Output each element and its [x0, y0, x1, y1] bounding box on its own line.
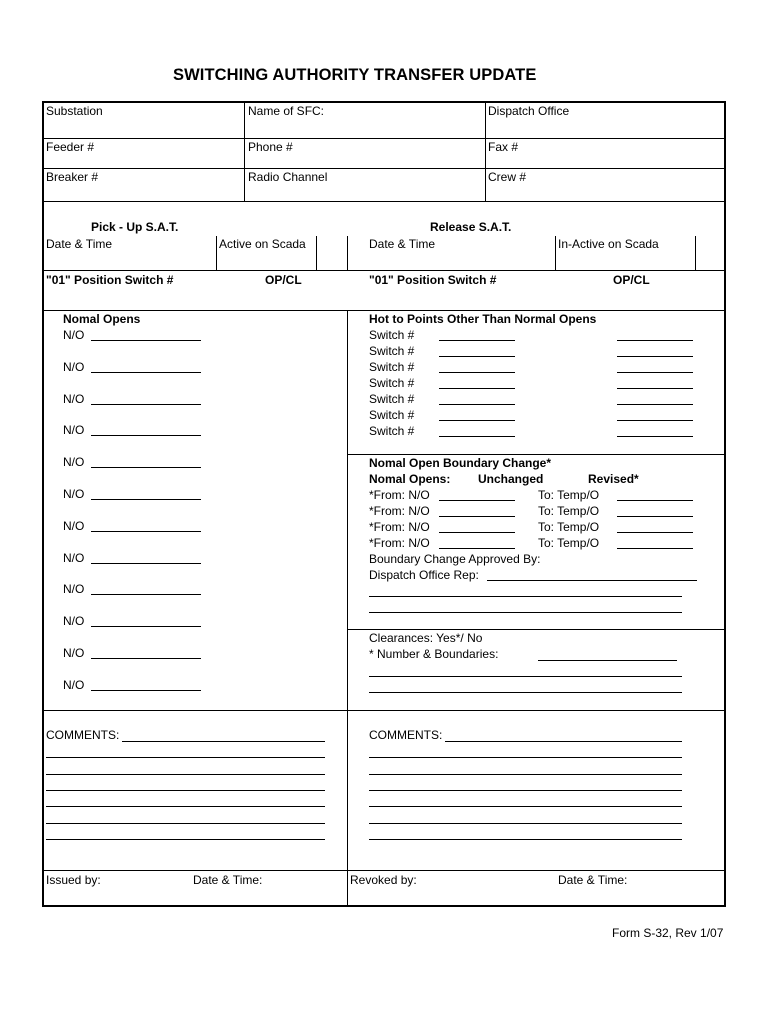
hot-point-switch-label: Switch # — [369, 344, 415, 358]
release-inactive-scada-field[interactable]: In-Active on Scada — [558, 237, 659, 251]
hot-points-bottom — [348, 454, 726, 455]
normal-open-label: N/O — [63, 328, 85, 342]
crew-field[interactable]: Crew # — [488, 170, 527, 184]
boundary-to-line[interactable] — [617, 500, 693, 501]
release-scada-divider — [695, 236, 696, 270]
radio-channel-field[interactable]: Radio Channel — [248, 170, 328, 184]
release-sat-heading: Release S.A.T. — [430, 220, 512, 234]
hot-point-value-line[interactable] — [617, 340, 693, 341]
boundary-from-line[interactable] — [439, 500, 515, 501]
dispatch-rep-line[interactable] — [487, 580, 697, 581]
boundary-to-line[interactable] — [617, 532, 693, 533]
normal-open-line[interactable] — [91, 594, 201, 595]
release-opcl-label: OP/CL — [613, 273, 650, 287]
number-boundaries-line[interactable] — [538, 660, 677, 661]
hot-point-value-line[interactable] — [617, 420, 693, 421]
left-comment-line[interactable] — [46, 823, 325, 824]
header-col-divider-2 — [485, 102, 486, 201]
normal-open-line[interactable] — [91, 658, 201, 659]
normal-open-line[interactable] — [91, 340, 201, 341]
release-left-divider — [347, 236, 348, 270]
right-comment-line[interactable] — [369, 806, 682, 807]
right-comment-line[interactable] — [369, 790, 682, 791]
hot-point-switch-line[interactable] — [439, 372, 515, 373]
hot-point-switch-label: Switch # — [369, 376, 415, 390]
boundary-to-label: To: Temp/O — [538, 520, 600, 534]
revoked-by-field[interactable]: Revoked by: — [350, 873, 417, 887]
boundary-bottom — [348, 629, 726, 630]
pickup-opcl-label: OP/CL — [265, 273, 302, 287]
normal-open-label: N/O — [63, 359, 85, 374]
dispatch-office-field[interactable]: Dispatch Office — [488, 104, 570, 118]
hot-point-value-line[interactable] — [617, 388, 693, 389]
number-boundaries-label: * Number & Boundaries: — [369, 647, 499, 661]
boundary-to-label: To: Temp/O — [538, 488, 600, 502]
hot-point-switch-label: Switch # — [369, 360, 415, 374]
pickup-date-divider — [216, 236, 217, 270]
hot-point-value-line[interactable] — [617, 404, 693, 405]
left-comment-line[interactable] — [46, 774, 325, 775]
normal-open-line[interactable] — [91, 690, 201, 691]
header-col-divider-1 — [244, 102, 245, 201]
normal-open-line[interactable] — [91, 372, 201, 373]
boundary-from-label: *From: N/O — [369, 520, 430, 534]
normal-open-label: N/O — [63, 518, 85, 533]
hot-point-value-line[interactable] — [617, 356, 693, 357]
right-comment-line[interactable] — [369, 823, 682, 824]
feeder-field[interactable]: Feeder # — [46, 140, 95, 154]
issued-by-field[interactable]: Issued by: — [46, 873, 101, 887]
footer-row-top — [43, 870, 726, 871]
pickup-active-scada-field[interactable]: Active on Scada — [219, 237, 306, 251]
hot-point-value-line[interactable] — [617, 372, 693, 373]
normal-open-label: N/O — [63, 582, 85, 597]
left-comment-line[interactable] — [46, 839, 325, 840]
boundary-revised-label: Revised* — [588, 472, 639, 486]
phone-field[interactable]: Phone # — [248, 140, 293, 154]
hot-point-switch-label: Switch # — [369, 328, 415, 342]
normal-open-label: N/O — [63, 487, 85, 501]
clearance-line-1[interactable] — [369, 676, 682, 677]
normal-open-line[interactable] — [91, 499, 201, 500]
normal-open-label: N/O — [63, 550, 85, 565]
hot-point-switch-label: Switch # — [369, 424, 415, 438]
normal-open-line[interactable] — [91, 563, 201, 564]
header-row-divider-2 — [43, 168, 726, 169]
right-comments-first-line[interactable] — [445, 741, 682, 742]
normal-open-label: N/O — [63, 455, 85, 470]
hot-point-switch-line[interactable] — [439, 356, 515, 357]
left-comments-label: COMMENTS: — [46, 728, 120, 742]
left-comment-line[interactable] — [46, 790, 325, 791]
pickup-scada-divider — [316, 236, 317, 270]
left-comment-line[interactable] — [46, 806, 325, 807]
boundary-to-line[interactable] — [617, 548, 693, 549]
fax-field[interactable]: Fax # — [488, 140, 519, 154]
comments-row-top — [43, 710, 726, 711]
boundary-from-label: *From: N/O — [369, 504, 430, 518]
release-position-switch-label: "01" Position Switch # — [369, 273, 497, 287]
revoked-date-time-field[interactable]: Date & Time: — [558, 873, 628, 887]
clearance-line-2[interactable] — [369, 692, 682, 693]
boundary-from-label: *From: N/O — [369, 536, 430, 550]
pickup-date-time-field[interactable]: Date & Time — [46, 237, 113, 251]
approval-extra-line-1[interactable] — [369, 596, 682, 597]
date-row-bottom — [43, 270, 726, 271]
hot-point-switch-line[interactable] — [439, 404, 515, 405]
breaker-field[interactable]: Breaker # — [46, 170, 99, 184]
form-number: Form S-32, Rev 1/07 — [612, 926, 724, 940]
normal-open-line[interactable] — [91, 404, 201, 405]
normal-open-line[interactable] — [91, 531, 201, 532]
right-comment-line[interactable] — [369, 774, 682, 775]
position-row-bottom — [43, 310, 726, 311]
hot-point-switch-line[interactable] — [439, 388, 515, 389]
hot-point-switch-label: Switch # — [369, 408, 415, 422]
boundary-from-line[interactable] — [439, 548, 515, 549]
boundary-approved-label: Boundary Change Approved By: — [369, 552, 541, 566]
boundary-from-line[interactable] — [439, 516, 515, 517]
normal-open-label: N/O — [63, 677, 85, 692]
center-divider — [347, 310, 348, 906]
normal-open-line[interactable] — [91, 435, 201, 436]
boundary-change-heading: Nomal Open Boundary Change* — [369, 456, 552, 470]
release-date-time-field[interactable]: Date & Time — [369, 237, 436, 251]
boundary-from-label: *From: N/O — [369, 488, 430, 502]
boundary-from-line[interactable] — [439, 532, 515, 533]
nomal-opens-heading: Nomal Opens — [63, 312, 141, 326]
form-title: SWITCHING AUTHORITY TRANSFER UPDATE — [173, 66, 537, 84]
dispatch-rep-label: Dispatch Office Rep: — [369, 568, 479, 582]
boundary-to-label: To: Temp/O — [538, 504, 600, 518]
right-comment-line[interactable] — [369, 839, 682, 840]
left-comments-first-line[interactable] — [122, 741, 325, 742]
header-row-divider-1 — [43, 138, 726, 139]
left-comment-line[interactable] — [46, 757, 325, 758]
normal-open-label: N/O — [63, 391, 85, 406]
right-comment-line[interactable] — [369, 757, 682, 758]
hot-point-value-line[interactable] — [617, 436, 693, 437]
hot-points-heading: Hot to Points Other Than Normal Opens — [369, 312, 597, 326]
sfc-name-field[interactable]: Name of SFC: — [248, 104, 325, 118]
normal-open-label: N/O — [63, 646, 85, 660]
pickup-position-switch-label: "01" Position Switch # — [46, 273, 174, 287]
clearances-label: Clearances: Yes*/ No — [369, 631, 483, 645]
normal-open-line[interactable] — [91, 467, 201, 468]
hot-point-switch-line[interactable] — [439, 436, 515, 437]
hot-point-switch-label: Switch # — [369, 392, 415, 406]
boundary-nomal-opens-label: Nomal Opens: — [369, 472, 451, 486]
issued-date-time-field[interactable]: Date & Time: — [193, 873, 263, 887]
normal-open-line[interactable] — [91, 626, 201, 627]
pickup-sat-heading: Pick - Up S.A.T. — [91, 220, 179, 234]
boundary-to-line[interactable] — [617, 516, 693, 517]
normal-open-label: N/O — [63, 614, 85, 629]
hot-point-switch-line[interactable] — [439, 420, 515, 421]
normal-open-label: N/O — [63, 423, 85, 438]
hot-point-switch-line[interactable] — [439, 340, 515, 341]
header-row-divider-3 — [43, 201, 726, 202]
approval-extra-line-2[interactable] — [369, 612, 682, 613]
boundary-to-label: To: Temp/O — [538, 536, 600, 550]
release-date-divider — [555, 236, 556, 270]
substation-field[interactable]: Substation — [46, 104, 103, 118]
right-comments-label: COMMENTS: — [369, 728, 443, 742]
boundary-unchanged-label: Unchanged — [478, 472, 544, 486]
